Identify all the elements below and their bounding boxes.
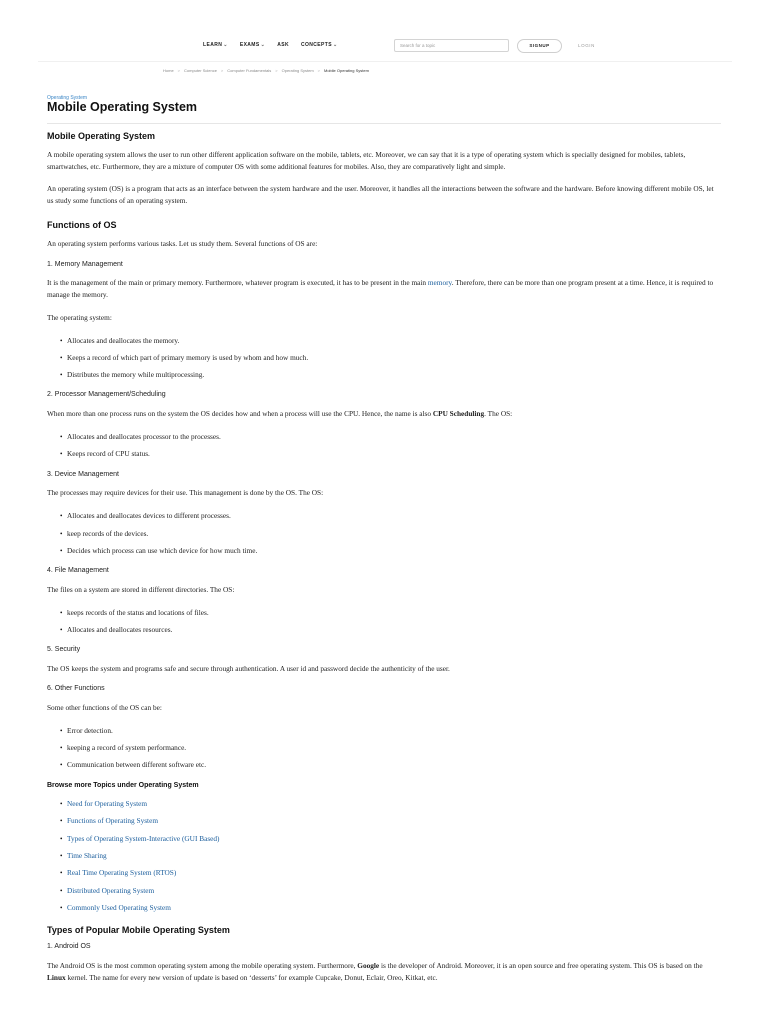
list-item: • keep records of the devices.: [67, 529, 148, 539]
paragraph: An operating system (OS) is a program that acts as an interface between the system hardware and the user. Moreover, it handles all the interactions between the software and the hardware. Before knowing different mobile OS, let us study some functions of an operating system.: [47, 184, 714, 205]
list-item: • keeps records of the status and locations of files.: [67, 608, 209, 618]
search-input[interactable]: Search for a topic: [394, 39, 509, 52]
subsection-heading: 1. Memory Management: [47, 261, 123, 268]
memory-link[interactable]: memory: [427, 278, 452, 287]
divider: [47, 123, 721, 124]
subsection-heading: 4. File Management: [47, 567, 109, 574]
list-item: • Allocates and deallocates the memory.: [67, 336, 179, 346]
main-nav: [203, 42, 338, 48]
nav-concepts-label: CONCEPTS: [300, 42, 332, 48]
list-item: • Allocates and deallocates resources.: [67, 625, 172, 635]
text: It is the management of the main or primary memory. Furthermore, whatever program is executed, it has to be present in the main: [47, 278, 428, 287]
breadcrumb: [163, 68, 369, 73]
signup-button[interactable]: SIGNUP: [517, 39, 562, 53]
chevron-down-icon: ⌄: [260, 42, 266, 48]
chevron-down-icon: ⌄: [223, 42, 228, 48]
breadcrumb-computer-fundamentals[interactable]: Computer Fundamentals: [227, 68, 272, 73]
site-header: [38, 30, 732, 62]
subsection-heading: 2. Processor Management/Scheduling: [47, 391, 166, 398]
page-title: Mobile Operating System: [47, 100, 198, 114]
paragraph: The files on a system are stored in different directories. The OS:: [47, 585, 235, 594]
section-heading: Types of Popular Mobile Operating System: [47, 925, 230, 935]
nav-concepts[interactable]: [301, 42, 338, 48]
text: . Therefore, there can be more than one program present at a time. Hence, it is required to manage the memory.: [47, 278, 714, 299]
bold-text: CPU Scheduling: [432, 409, 485, 418]
list-item: • Distributes the memory while multiprocessing.: [67, 370, 204, 380]
breadcrumb-home[interactable]: Home: [163, 68, 174, 73]
browse-heading: Browse more Topics under Operating System: [47, 782, 199, 789]
text: The Android OS is the most common operating system among the mobile operating system. Furthermore,: [47, 961, 358, 970]
category-link[interactable]: Operating System: [47, 95, 88, 101]
subsection-heading: 6. Other Functions: [47, 685, 105, 692]
list-item: • Decides which process can use which device for how much time.: [67, 546, 257, 556]
topic-link[interactable]: • Commonly Used Operating System: [67, 903, 171, 913]
nav-learn-label: LEARN: [203, 42, 223, 48]
list-item: • Allocates and deallocates processor to the processes.: [67, 432, 221, 442]
subsection-heading: 5. Security: [47, 646, 81, 653]
nav-ask[interactable]: [277, 42, 289, 48]
list-item: • Error detection.: [67, 726, 113, 736]
paragraph: An operating system performs various tasks. Let us study them. Several functions of OS are:: [47, 239, 318, 248]
breadcrumb-current: Mobile Operating System: [324, 68, 369, 73]
paragraph: The OS keeps the system and programs safe and secure through authentication. A user id and password decide the authenticity of the user.: [47, 664, 450, 673]
nav-ask-label: ASK: [277, 42, 289, 48]
nav-learn[interactable]: [203, 42, 228, 48]
list-item: • Keeps record of CPU status.: [67, 449, 150, 459]
topic-link[interactable]: • Real Time Operating System (RTOS): [67, 868, 176, 878]
text: is the developer of Android. Moreover, it is an open source and free operating system. This OS is based on the: [379, 961, 703, 970]
breadcrumb-operating-system[interactable]: Operating System: [281, 68, 314, 73]
topic-link[interactable]: • Functions of Operating System: [67, 816, 158, 826]
paragraph: Some other functions of the OS can be:: [47, 703, 162, 712]
subsection-heading: 1. Android OS: [47, 943, 91, 950]
breadcrumb-separator: >: [275, 68, 278, 73]
paragraph: [47, 408, 721, 420]
login-link[interactable]: LOGIN: [578, 43, 596, 48]
nav-exams-label: EXAMS: [239, 42, 260, 48]
list-item: • keeping a record of system performance.: [67, 743, 186, 753]
topic-link[interactable]: • Time Sharing: [67, 851, 107, 861]
topic-link[interactable]: • Distributed Operating System: [67, 886, 154, 896]
section-heading: Functions of OS: [47, 220, 117, 230]
text: kernel. The name for every new version of update is based on ‘desserts’ for example Cupcake, Donut, Eclair, Oreo, Kitkat, etc.: [65, 973, 438, 982]
breadcrumb-separator: >: [177, 68, 181, 73]
list-item: • Keeps a record of which part of primary memory is used by whom and how much.: [67, 353, 308, 363]
section-heading: Mobile Operating System: [47, 131, 156, 141]
subsection-heading: 3. Device Management: [47, 471, 119, 478]
breadcrumb-separator: >: [317, 68, 320, 73]
paragraph: [47, 960, 721, 984]
text: When more than one process runs on the system the OS decides how and when a process will use the CPU. Hence, the name is also: [47, 409, 433, 418]
nav-exams[interactable]: [240, 42, 265, 48]
bold-text: Linux: [47, 973, 66, 982]
chevron-down-icon: ⌄: [332, 42, 338, 48]
topic-link[interactable]: • Need for Operating System: [67, 799, 147, 809]
list-item: • Allocates and deallocates devices to different processes.: [67, 511, 231, 521]
list-item: • Communication between different software etc.: [67, 760, 206, 770]
paragraph: [47, 277, 721, 301]
paragraph: The operating system:: [47, 313, 112, 322]
bold-text: Google: [357, 961, 380, 970]
paragraph: A mobile operating system allows the user to run other different application software on the mobile, tablets, etc. Moreover, we can say that it is a type of operating system which is specially designed for mobiles, tablets, smartwatches, etc. Furthermore, they are a mixture of computer OS with some additional features for mobiles. Also, they are comparatively light and simple.: [47, 150, 686, 171]
text: . The OS:: [484, 409, 513, 418]
breadcrumb-separator: >: [220, 68, 224, 73]
topic-link[interactable]: • Types of Operating System-Interactive (GUI Based): [67, 834, 219, 844]
breadcrumb-computer-science[interactable]: Computer Science: [184, 68, 217, 73]
paragraph: The processes may require devices for their use. This management is done by the OS. The OS:: [47, 488, 324, 497]
